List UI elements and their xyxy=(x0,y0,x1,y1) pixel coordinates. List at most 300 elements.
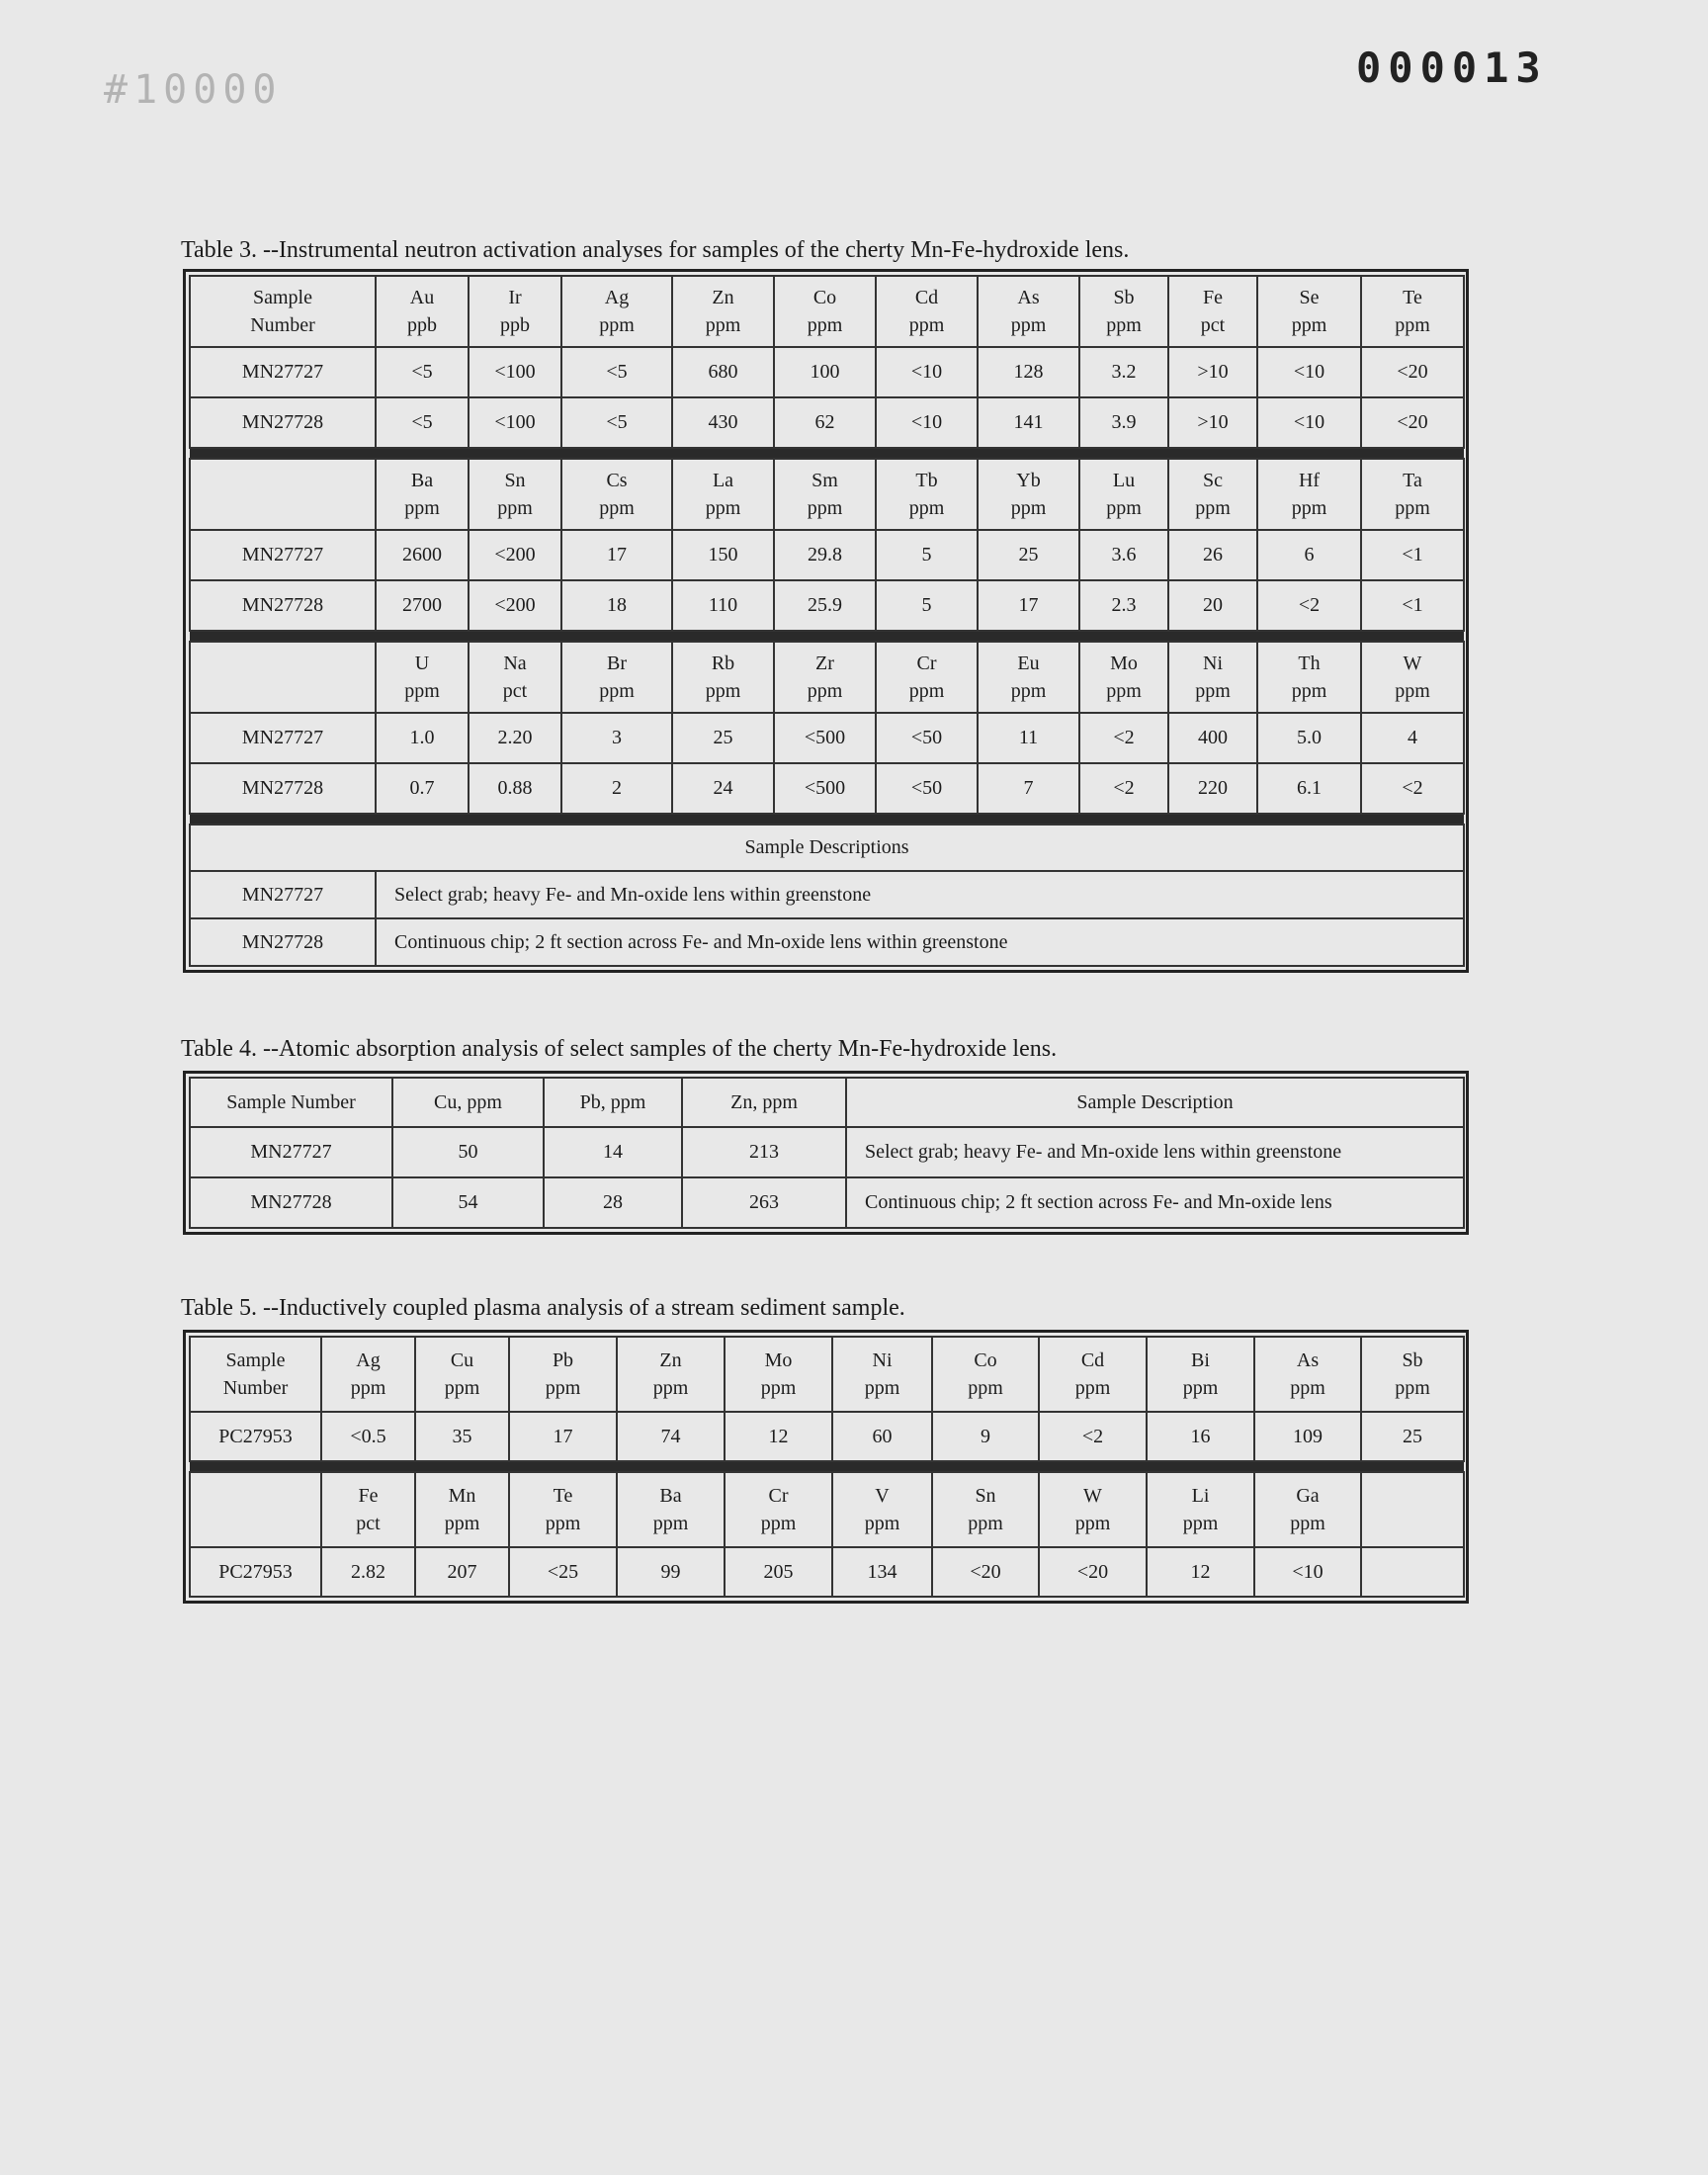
value-cell: 25 xyxy=(978,530,1079,580)
column-header-element: Ag xyxy=(604,287,630,308)
value-cell: <1 xyxy=(1361,580,1464,631)
column-header xyxy=(1361,459,1464,530)
value-cell: 11 xyxy=(978,713,1079,763)
value-cell: 6.1 xyxy=(1257,763,1361,814)
value-cell: 99 xyxy=(617,1547,725,1597)
column-header xyxy=(1361,1337,1464,1412)
table-row xyxy=(190,397,1464,448)
table-row xyxy=(190,1547,1464,1597)
column-header-unit: ppm xyxy=(545,1377,581,1399)
column-header-unit: ppm xyxy=(444,1377,480,1399)
empty-header-cell xyxy=(190,1472,321,1547)
header-row xyxy=(190,642,1464,713)
value-cell: 9 xyxy=(932,1412,1039,1461)
column-header-unit: ppm xyxy=(1106,680,1142,702)
column-header-element: Pb xyxy=(552,1349,574,1371)
column-header-element: Ni xyxy=(872,1349,893,1371)
column-header-element: Li xyxy=(1191,1485,1210,1507)
sample-id-cell: MN27728 xyxy=(190,580,376,631)
table4-caption: Table 4. --Atomic absorption analysis of select samples of the cherty Mn-Fe-hydroxide lens. xyxy=(181,1036,1058,1062)
column-header xyxy=(1361,1472,1464,1547)
column-header-element: V xyxy=(875,1485,890,1507)
value-cell: 50 xyxy=(392,1127,544,1177)
header-row xyxy=(190,276,1464,347)
column-header-unit: ppm xyxy=(497,497,533,519)
column-header-unit: ppm xyxy=(1106,497,1142,519)
description-row xyxy=(190,918,1464,966)
column-header-unit: ppm xyxy=(1106,314,1142,336)
column-header xyxy=(509,1472,617,1547)
value-cell: 25 xyxy=(672,713,774,763)
value-cell: <500 xyxy=(774,713,876,763)
column-header-unit: ppm xyxy=(1182,1513,1219,1534)
value-cell: <2 xyxy=(1039,1412,1147,1461)
value-cell: 100 xyxy=(774,347,876,397)
column-header-element: W xyxy=(1083,1485,1102,1507)
column-header-unit: pct xyxy=(356,1513,381,1534)
column-header-element: Cr xyxy=(916,652,937,674)
column-header xyxy=(1361,276,1464,347)
column-header xyxy=(978,642,1079,713)
column-header-element: Cd xyxy=(1080,1349,1105,1371)
column-header xyxy=(469,276,561,347)
column-header xyxy=(617,1337,725,1412)
column-header-unit: ppm xyxy=(908,497,945,519)
group-separator xyxy=(190,1461,1464,1472)
column-header-element: Eu xyxy=(1017,652,1040,674)
value-cell: 141 xyxy=(978,397,1079,448)
value-cell: 134 xyxy=(832,1547,932,1597)
column-header xyxy=(1257,276,1361,347)
column-header-unit: ppm xyxy=(705,680,741,702)
value-cell: <2 xyxy=(1257,580,1361,631)
column-header-unit: ppm xyxy=(1195,680,1231,702)
column-header-element: Sc xyxy=(1203,470,1223,491)
column-header: Cu, ppm xyxy=(392,1078,544,1127)
table-row xyxy=(190,580,1464,631)
column-header: Pb, ppm xyxy=(544,1078,682,1127)
column-header xyxy=(376,459,469,530)
column-header xyxy=(832,1337,932,1412)
column-header-element: Ba xyxy=(659,1485,682,1507)
sample-number-header-element: Sample xyxy=(225,1349,286,1371)
value-cell: 17 xyxy=(509,1412,617,1461)
column-header xyxy=(672,459,774,530)
table5-grid xyxy=(189,1336,1465,1598)
column-header-element: Na xyxy=(503,652,527,674)
column-header-unit: ppm xyxy=(1395,680,1430,702)
value-cell: 12 xyxy=(1147,1547,1254,1597)
value-cell: <5 xyxy=(376,397,469,448)
value-cell: 3 xyxy=(561,713,672,763)
value-cell: <0.5 xyxy=(321,1412,415,1461)
column-header-element: Te xyxy=(553,1485,573,1507)
column-header-element: Mn xyxy=(448,1485,476,1507)
column-header xyxy=(1257,642,1361,713)
column-header-element: Sn xyxy=(975,1485,996,1507)
column-header-unit: pct xyxy=(1200,314,1226,336)
column-header-element: Ba xyxy=(410,470,434,491)
column-header-unit: ppm xyxy=(705,314,741,336)
column-header xyxy=(774,276,876,347)
column-header-element: Cu xyxy=(450,1349,474,1371)
value-cell: 220 xyxy=(1168,763,1257,814)
column-header-unit: ppm xyxy=(864,1377,900,1399)
column-header-element: Au xyxy=(409,287,435,308)
column-header xyxy=(376,642,469,713)
column-header xyxy=(1039,1472,1147,1547)
value-cell: <200 xyxy=(469,580,561,631)
value-cell: <10 xyxy=(876,347,978,397)
value-cell: 0.88 xyxy=(469,763,561,814)
column-header-element: Ta xyxy=(1403,470,1422,491)
value-cell: 2600 xyxy=(376,530,469,580)
column-header xyxy=(1254,1472,1361,1547)
value-cell: 205 xyxy=(725,1547,832,1597)
value-cell: <1 xyxy=(1361,530,1464,580)
sample-id-cell: MN27727 xyxy=(190,871,376,918)
column-header-element: Zn xyxy=(712,287,734,308)
value-cell: <5 xyxy=(376,347,469,397)
sample-id-cell: MN27728 xyxy=(190,763,376,814)
sample-id-cell: MN27727 xyxy=(190,347,376,397)
column-header xyxy=(469,642,561,713)
group-separator xyxy=(190,814,1464,825)
column-header-unit: ppm xyxy=(652,1513,689,1534)
column-header-unit: ppm xyxy=(1290,1377,1325,1399)
value-cell: 5 xyxy=(876,580,978,631)
value-cell: 26 xyxy=(1168,530,1257,580)
column-header-element: Zr xyxy=(815,652,834,674)
column-header xyxy=(932,1337,1039,1412)
table-row xyxy=(190,1412,1464,1461)
sample-number-header-unit: Number xyxy=(250,314,315,336)
column-header-element: Ga xyxy=(1296,1485,1320,1507)
column-header xyxy=(415,1472,509,1547)
column-header-element: As xyxy=(1296,1349,1320,1371)
column-header-element: Yb xyxy=(1016,470,1041,491)
column-header-element: Se xyxy=(1299,287,1320,308)
column-header xyxy=(725,1472,832,1547)
column-header-element: Te xyxy=(1403,287,1422,308)
column-header xyxy=(561,642,672,713)
column-header-unit: ppm xyxy=(908,680,945,702)
column-header xyxy=(876,276,978,347)
header-row xyxy=(190,459,1464,530)
column-header-element: Br xyxy=(607,652,627,674)
value-cell: 5 xyxy=(876,530,978,580)
column-header xyxy=(1147,1337,1254,1412)
column-header-unit: ppb xyxy=(500,314,530,336)
column-header xyxy=(376,276,469,347)
column-header-unit: ppm xyxy=(1395,314,1430,336)
column-header-unit: ppm xyxy=(807,680,843,702)
value-cell: 0.7 xyxy=(376,763,469,814)
value-cell: 12 xyxy=(725,1412,832,1461)
table-row xyxy=(190,347,1464,397)
column-header xyxy=(617,1472,725,1547)
column-header-unit: ppm xyxy=(968,1377,1003,1399)
column-header-element: U xyxy=(414,652,430,674)
value-cell: 680 xyxy=(672,347,774,397)
column-header xyxy=(1257,459,1361,530)
column-header xyxy=(1147,1472,1254,1547)
column-header-unit: ppm xyxy=(1290,1513,1325,1534)
column-header-element: Bi xyxy=(1191,1349,1210,1371)
value-cell: 35 xyxy=(415,1412,509,1461)
column-header-element: Cd xyxy=(914,287,939,308)
column-header-unit: ppm xyxy=(1010,680,1047,702)
value-cell: 20 xyxy=(1168,580,1257,631)
column-header xyxy=(1361,642,1464,713)
column-header-unit: ppm xyxy=(599,680,635,702)
column-header xyxy=(469,459,561,530)
column-header-element: Mo xyxy=(764,1349,793,1371)
value-cell: 7 xyxy=(978,763,1079,814)
column-header: Zn, ppm xyxy=(682,1078,846,1127)
sample-number-header xyxy=(190,276,376,347)
value-cell: 6 xyxy=(1257,530,1361,580)
column-header-unit: ppm xyxy=(599,314,635,336)
column-header-unit: ppm xyxy=(1182,1377,1219,1399)
column-header xyxy=(1168,642,1257,713)
table5 xyxy=(183,1330,1469,1604)
value-cell: 3.2 xyxy=(1079,347,1168,397)
column-header-unit: ppm xyxy=(1291,497,1327,519)
sample-number-header xyxy=(190,1337,321,1412)
value-cell: 128 xyxy=(978,347,1079,397)
value-cell: <200 xyxy=(469,530,561,580)
column-header-unit: ppm xyxy=(1074,1377,1111,1399)
value-cell: 207 xyxy=(415,1547,509,1597)
value-cell: 60 xyxy=(832,1412,932,1461)
column-header-element: Co xyxy=(812,287,837,308)
column-header-unit: ppm xyxy=(705,497,741,519)
column-header-element: Sb xyxy=(1402,1349,1423,1371)
value-cell: <2 xyxy=(1079,713,1168,763)
value-cell: <10 xyxy=(1257,347,1361,397)
column-header-element: Cs xyxy=(606,470,628,491)
value-cell: 24 xyxy=(672,763,774,814)
table-row xyxy=(190,713,1464,763)
value-cell: <2 xyxy=(1361,763,1464,814)
value-cell: 110 xyxy=(672,580,774,631)
value-cell: 25 xyxy=(1361,1412,1464,1461)
column-header xyxy=(561,276,672,347)
column-header-element: Ag xyxy=(356,1349,381,1371)
value-cell: <2 xyxy=(1079,763,1168,814)
sample-id-cell: PC27953 xyxy=(190,1412,321,1461)
column-header-element: Sm xyxy=(811,470,838,491)
table4-grid xyxy=(189,1077,1465,1229)
separator-bar xyxy=(190,814,1464,825)
description-text: Continuous chip; 2 ft section across Fe- and Mn-oxide lens within greenstone xyxy=(376,918,1464,966)
column-header xyxy=(321,1472,415,1547)
column-header-element: Co xyxy=(974,1349,997,1371)
table-row xyxy=(190,1127,1464,1177)
description-text: Select grab; heavy Fe- and Mn-oxide lens within greenstone xyxy=(846,1127,1464,1177)
column-header xyxy=(1168,459,1257,530)
description-text: Continuous chip; 2 ft section across Fe- and Mn-oxide lens xyxy=(846,1177,1464,1228)
column-header xyxy=(321,1337,415,1412)
value-cell: 2.3 xyxy=(1079,580,1168,631)
value-cell: <50 xyxy=(876,713,978,763)
value-cell: <20 xyxy=(1039,1547,1147,1597)
value-cell: >10 xyxy=(1168,347,1257,397)
group-separator xyxy=(190,448,1464,459)
value-cell: 430 xyxy=(672,397,774,448)
sample-number-header-element: Sample xyxy=(253,287,312,308)
header-row xyxy=(190,1078,1464,1127)
column-header xyxy=(725,1337,832,1412)
value-cell: <25 xyxy=(509,1547,617,1597)
column-header xyxy=(1254,1337,1361,1412)
value-cell: <100 xyxy=(469,347,561,397)
page-mark-left: #10000 xyxy=(104,67,283,113)
column-header-element: Rb xyxy=(711,652,735,674)
column-header-element: Tb xyxy=(915,470,938,491)
sample-id-cell: MN27728 xyxy=(190,397,376,448)
column-header-unit: ppm xyxy=(760,1377,797,1399)
column-header-element: Ir xyxy=(508,287,522,308)
column-header xyxy=(672,276,774,347)
column-header xyxy=(932,1472,1039,1547)
column-header-unit: ppm xyxy=(968,1513,1003,1534)
column-header-element: Mo xyxy=(1110,652,1138,674)
column-header xyxy=(978,459,1079,530)
value-cell: 3.6 xyxy=(1079,530,1168,580)
value-cell: 54 xyxy=(392,1177,544,1228)
column-header-unit: ppm xyxy=(545,1513,581,1534)
value-cell: MN27728 xyxy=(190,1177,392,1228)
value-cell: <20 xyxy=(1361,397,1464,448)
column-header-unit: ppm xyxy=(1195,497,1231,519)
value-cell: <10 xyxy=(1257,397,1361,448)
table-row xyxy=(190,763,1464,814)
table-row xyxy=(190,1177,1464,1228)
column-header xyxy=(1168,276,1257,347)
column-header-element: Cr xyxy=(768,1485,789,1507)
sample-id-cell: MN27727 xyxy=(190,713,376,763)
column-header xyxy=(1079,642,1168,713)
empty-header-cell xyxy=(190,642,376,713)
value-cell: 109 xyxy=(1254,1412,1361,1461)
sample-id-cell: MN27728 xyxy=(190,918,376,966)
column-header-unit: ppm xyxy=(1010,314,1047,336)
column-header-unit: pct xyxy=(502,680,528,702)
column-header xyxy=(561,459,672,530)
value-cell: <20 xyxy=(932,1547,1039,1597)
value-cell: <50 xyxy=(876,763,978,814)
column-header-unit: ppm xyxy=(404,680,440,702)
value-cell: 2.82 xyxy=(321,1547,415,1597)
column-header-element: Lu xyxy=(1112,470,1136,491)
column-header-element: Fe xyxy=(1203,287,1223,308)
separator-bar xyxy=(190,1461,1464,1472)
value-cell: 150 xyxy=(672,530,774,580)
column-header xyxy=(672,642,774,713)
column-header-unit: ppm xyxy=(807,314,843,336)
descriptions-title: Sample Descriptions xyxy=(190,825,1464,871)
column-header-element: As xyxy=(1017,287,1040,308)
table3 xyxy=(183,269,1469,973)
value-cell: 62 xyxy=(774,397,876,448)
value-cell: 2700 xyxy=(376,580,469,631)
column-header xyxy=(774,642,876,713)
separator-bar xyxy=(190,631,1464,642)
value-cell: 213 xyxy=(682,1127,846,1177)
value-cell: 16 xyxy=(1147,1412,1254,1461)
column-header xyxy=(876,459,978,530)
column-header-element: Zn xyxy=(659,1349,682,1371)
value-cell: 5.0 xyxy=(1257,713,1361,763)
column-header-unit: ppm xyxy=(864,1513,900,1534)
separator-bar xyxy=(190,448,1464,459)
column-header-unit: ppm xyxy=(1291,680,1327,702)
column-header: Sample Number xyxy=(190,1078,392,1127)
column-header xyxy=(1079,276,1168,347)
value-cell: <5 xyxy=(561,397,672,448)
value-cell: <100 xyxy=(469,397,561,448)
column-header-unit: ppb xyxy=(407,314,437,336)
value-cell: 17 xyxy=(978,580,1079,631)
value-cell: 400 xyxy=(1168,713,1257,763)
value-cell: 2.20 xyxy=(469,713,561,763)
column-header-unit: ppm xyxy=(404,497,440,519)
column-header-unit: ppm xyxy=(1074,1513,1111,1534)
table5-caption: Table 5. --Inductively coupled plasma analysis of a stream sediment sample. xyxy=(181,1295,905,1321)
value-cell: 29.8 xyxy=(774,530,876,580)
value-cell: <20 xyxy=(1361,347,1464,397)
column-header-unit: ppm xyxy=(1395,1377,1430,1399)
column-header xyxy=(415,1337,509,1412)
value-cell: <10 xyxy=(1254,1547,1361,1597)
value-cell: 28 xyxy=(544,1177,682,1228)
value-cell: 3.9 xyxy=(1079,397,1168,448)
header-row xyxy=(190,1472,1464,1547)
column-header-unit: ppm xyxy=(350,1377,386,1399)
value-cell: 4 xyxy=(1361,713,1464,763)
column-header-unit: ppm xyxy=(760,1513,797,1534)
column-header-unit: ppm xyxy=(1291,314,1327,336)
value-cell: <10 xyxy=(876,397,978,448)
value-cell: 1.0 xyxy=(376,713,469,763)
column-header: Sample Description xyxy=(846,1078,1464,1127)
column-header-unit: ppm xyxy=(807,497,843,519)
table3-grid xyxy=(189,275,1465,967)
column-header-element: Fe xyxy=(358,1485,379,1507)
column-header xyxy=(1079,459,1168,530)
column-header-unit: ppm xyxy=(1395,497,1430,519)
descriptions-title-row xyxy=(190,825,1464,871)
value-cell: 25.9 xyxy=(774,580,876,631)
value-cell: 18 xyxy=(561,580,672,631)
table4 xyxy=(183,1071,1469,1235)
column-header-element: Th xyxy=(1298,652,1321,674)
column-header xyxy=(1039,1337,1147,1412)
column-header-element: Hf xyxy=(1298,470,1321,491)
column-header-element: Sn xyxy=(504,470,526,491)
column-header-element: La xyxy=(712,470,734,491)
description-text: Select grab; heavy Fe- and Mn-oxide lens within greenstone xyxy=(376,871,1464,918)
value-cell: MN27727 xyxy=(190,1127,392,1177)
value-cell: >10 xyxy=(1168,397,1257,448)
value-cell: 263 xyxy=(682,1177,846,1228)
header-row xyxy=(190,1337,1464,1412)
column-header-unit: ppm xyxy=(1010,497,1047,519)
value-cell: <500 xyxy=(774,763,876,814)
column-header-unit: ppm xyxy=(652,1377,689,1399)
